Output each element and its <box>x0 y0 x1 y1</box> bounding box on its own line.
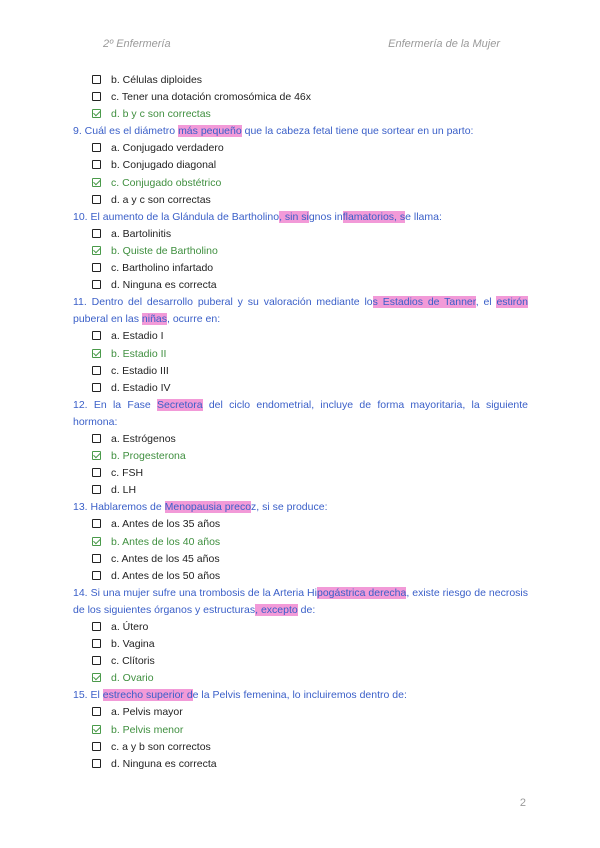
checkbox-icon <box>92 485 101 494</box>
option-label: d. Estadio IV <box>111 381 171 394</box>
option-label: b. Vagina <box>111 638 155 651</box>
question-9 <box>73 123 528 140</box>
question-12 <box>73 397 528 431</box>
checkbox-icon <box>92 160 101 169</box>
checkbox-icon <box>92 229 101 238</box>
checkbox-icon <box>92 331 101 340</box>
option-q8-d <box>92 106 528 123</box>
option-q9-b <box>92 157 528 174</box>
option-label: d. Antes de los 50 años <box>111 569 221 582</box>
option-label: b. Conjugado diagonal <box>111 159 217 172</box>
option-q13-b <box>92 534 528 551</box>
question-text: , existe riesgo de necrosis de los siguientes órganos y estructuras <box>73 586 528 616</box>
option-label: c. Antes de los 45 años <box>111 552 220 565</box>
option-label: b. Pelvis menor <box>111 723 184 736</box>
highlight: Menopausia preco <box>164 501 252 514</box>
option-q9-c <box>92 175 528 192</box>
option-label: c. Clítoris <box>111 655 155 668</box>
option-label: c. Tener una dotación cromosómica de 46x <box>111 91 312 104</box>
highlight: niñas <box>141 313 167 326</box>
option-label: b. Células diploides <box>111 74 203 86</box>
highlight: , sin si <box>279 210 309 223</box>
question-text: 11. Dentro del desarrollo puberal y su valoración mediante lo <box>73 296 373 309</box>
page-number: 2 <box>519 797 526 809</box>
question-text: que la cabeza fetal tiene que sortear en un parto: <box>241 125 474 138</box>
highlight: , excepto <box>255 603 298 616</box>
option-q10-d <box>92 277 528 294</box>
option-label: a. Conjugado verdadero <box>111 142 224 155</box>
checkbox-icon <box>92 571 101 580</box>
checkbox-icon <box>92 707 101 716</box>
checkbox-icon <box>92 742 101 751</box>
question-14 <box>73 585 528 619</box>
question-text: e la Pelvis femenina, lo incluiremos dentro de: <box>192 689 407 702</box>
checkbox-icon <box>92 434 101 443</box>
page-header <box>0 38 600 52</box>
checkbox-icon <box>92 366 101 375</box>
question-15 <box>73 687 528 704</box>
option-label: a. Estadio I <box>111 330 164 343</box>
checked-checkbox-icon <box>92 349 101 358</box>
checkbox-icon <box>92 759 101 768</box>
checked-checkbox-icon <box>92 673 101 682</box>
option-q14-c <box>92 653 528 670</box>
option-q13-c <box>92 551 528 568</box>
option-q15-c <box>92 739 528 756</box>
option-q10-a <box>92 226 528 243</box>
option-q10-c <box>92 260 528 277</box>
option-q12-a <box>92 431 528 448</box>
option-label: b. Progesterona <box>111 450 186 463</box>
option-label: d. LH <box>111 484 137 497</box>
checked-checkbox-icon <box>92 178 101 187</box>
question-text: 13. Hablaremos de <box>73 501 165 514</box>
option-label: b. Quiste de Bartholino <box>111 244 218 257</box>
header-course: 2º Enfermería <box>103 38 171 50</box>
checkbox-icon <box>92 639 101 648</box>
option-q15-a <box>92 704 528 721</box>
question-text: , ocurre en: <box>167 313 221 326</box>
option-q9-d <box>92 192 528 209</box>
option-q12-c <box>92 465 528 482</box>
option-q11-d <box>92 380 528 397</box>
highlight: estrecho superior d <box>102 689 193 702</box>
question-text: 10. El aumento de la Glándula de Bartholino <box>73 210 280 223</box>
question-10 <box>73 209 528 226</box>
question-text: e llama: <box>405 210 442 223</box>
option-q14-b <box>92 636 528 653</box>
option-q12-b <box>92 448 528 465</box>
option-label: a. Pelvis mayor <box>111 706 183 719</box>
option-q8-c <box>92 89 528 106</box>
option-q8-b <box>92 72 528 89</box>
question-text: , el <box>475 296 497 309</box>
checkbox-icon <box>92 280 101 289</box>
option-label: d. a y c son correctas <box>111 193 211 206</box>
option-q11-b <box>92 346 528 363</box>
question-text: z, si se produce: <box>251 501 328 514</box>
question-text: de: <box>297 603 316 616</box>
option-label: d. b y c son correctas <box>111 108 211 121</box>
checkbox-icon <box>92 554 101 563</box>
option-label: b. Estadio II <box>111 347 167 360</box>
option-label: c. Estadio III <box>111 364 169 377</box>
checkbox-icon <box>92 383 101 392</box>
checkbox-icon <box>92 75 101 84</box>
question-text: 9. Cuál es el diámetro <box>73 125 179 138</box>
option-q15-b <box>92 722 528 739</box>
option-q15-d <box>92 756 528 773</box>
option-q14-a <box>92 619 528 636</box>
option-label: a. Estrógenos <box>111 432 176 445</box>
question-text: del ciclo endometrial, incluye de forma mayoritaria, la siguiente hormona: <box>73 398 529 428</box>
question-text: 12. En la Fase <box>73 398 158 411</box>
checkbox-icon <box>92 92 101 101</box>
question-13 <box>73 499 528 516</box>
checkbox-icon <box>92 519 101 528</box>
option-q11-c <box>92 363 528 380</box>
option-label: a. Útero <box>111 621 149 633</box>
option-label: b. Antes de los 40 años <box>111 535 221 548</box>
checkbox-icon <box>92 143 101 152</box>
highlight: pogástrica derecha <box>316 586 407 599</box>
option-label: c. FSH <box>111 467 144 480</box>
option-q12-d <box>92 482 528 499</box>
checked-checkbox-icon <box>92 537 101 546</box>
option-label: c. Conjugado obstétrico <box>111 176 222 189</box>
checkbox-icon <box>92 263 101 272</box>
option-q10-b <box>92 243 528 260</box>
option-q13-a <box>92 516 528 533</box>
option-label: d. Ovario <box>111 672 154 685</box>
option-q9-a <box>92 140 528 157</box>
question-text: puberal en las <box>73 313 142 326</box>
option-q13-d <box>92 568 528 585</box>
question-11 <box>73 294 528 328</box>
checkbox-icon <box>92 195 101 204</box>
checked-checkbox-icon <box>92 246 101 255</box>
quiz-content <box>73 72 528 773</box>
option-label: c. Bartholino infartado <box>111 262 214 275</box>
highlight: s Estadios de Tanner <box>372 296 476 309</box>
highlight: más pequeño <box>178 125 242 138</box>
header-subject: Enfermería de la Mujer <box>388 38 500 50</box>
checkbox-icon <box>92 656 101 665</box>
option-label: d. Ninguna es correcta <box>111 757 217 770</box>
question-text: 15. El <box>73 689 103 702</box>
question-text: gnos in <box>308 210 343 223</box>
option-label: a. Antes de los 35 años <box>111 518 221 531</box>
question-text: 14. Si una mujer sufre una trombosis de la Arteria Hi <box>73 586 317 599</box>
option-q11-a <box>92 328 528 345</box>
option-label: d. Ninguna es correcta <box>111 279 217 292</box>
checkbox-icon <box>92 468 101 477</box>
highlight: flamatorios, s <box>342 210 406 223</box>
checked-checkbox-icon <box>92 725 101 734</box>
highlight: estirón <box>496 296 528 309</box>
checkbox-icon <box>92 622 101 631</box>
highlight: Secretora <box>157 398 203 411</box>
checked-checkbox-icon <box>92 451 101 460</box>
option-label: a. Bartolinitis <box>111 227 172 240</box>
option-q14-d <box>92 670 528 687</box>
checked-checkbox-icon <box>92 109 101 118</box>
option-label: c. a y b son correctos <box>111 740 211 753</box>
